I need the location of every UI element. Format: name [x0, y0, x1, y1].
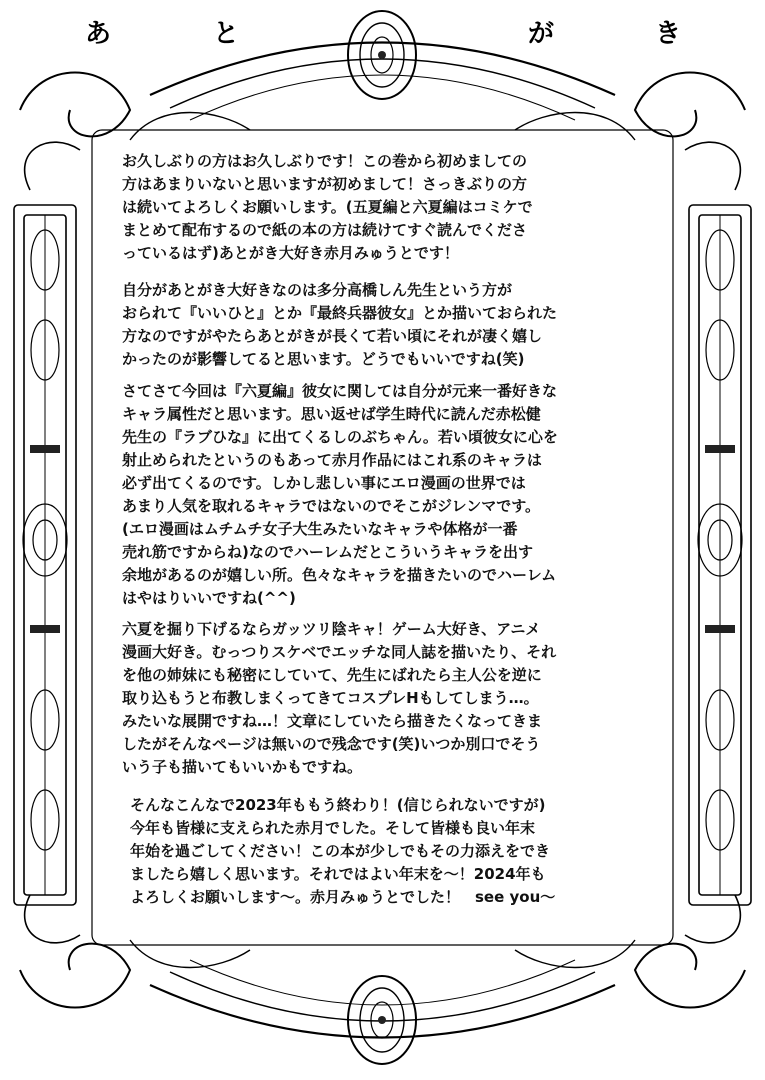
text-line: 年始を過ごしてください！この本が少しでもその力添えをでき: [130, 842, 551, 860]
text-line: っているはず)あとがき大好き赤月みゅうとです！: [122, 244, 459, 262]
text-line: 方なのですがやたらあとがきが長くて若い頃にそれが凄く嬉し: [122, 327, 543, 345]
paragraph-afterword-love: [122, 279, 557, 371]
text-line: 今年も皆様に支えられた赤月でした。そして皆様も良い年末: [130, 819, 536, 837]
text-line: 取り込もうと布教しまくってきてコスプレHもしてしまう…。: [122, 689, 539, 707]
text-line: 余地があるのが嬉しい所。色々なキャラを描きたいのでハーレム: [122, 566, 557, 584]
text-line: 漫画大好き。むっつりスケベでエッチな同人誌を描いたり、それ: [122, 643, 557, 661]
text-line: 方はあまりいないと思いますが初めまして！さっきぶりの方: [122, 175, 528, 193]
text-line: あまり人気を取れるキャラではないのでそこがジレンマです。: [122, 497, 541, 515]
text-line: 必ず出てくるのです。しかし悲しい事にエロ漫画の世界では: [122, 474, 526, 492]
text-line: おられて『いいひと』とか『最終兵器彼女』とか描いておられた: [122, 304, 558, 322]
text-line: は続いてよろしくお願いします。(五夏編と六夏編はコミケで: [122, 198, 533, 216]
text-line: 売れ筋ですからね)なのでハーレムだとこういうキャラを出す: [122, 543, 533, 561]
text-line: したがそんなページは無いので残念です(笑)いつか別口でそう: [122, 735, 541, 753]
paragraph-character: [122, 618, 556, 779]
text-line: キャラ属性だと思います。思い返せば学生時代に読んだ赤松健: [122, 405, 541, 423]
text-line: はやはりいいですね(^^): [122, 589, 296, 607]
text-line: さてさて今回は『六夏編』彼女に関しては自分が元来一番好きな: [122, 382, 558, 400]
text-line: お久しぶりの方はお久しぶりです！この巻から初めましての: [122, 152, 528, 170]
text-line: みたいな展開ですね…！文章にしていたら描きたくなってきま: [122, 712, 543, 730]
text-line: ましたら嬉しく思います。それではよい年末を〜！2024年も: [130, 865, 546, 883]
text-line: いう子も描いてもいいかもですね。: [122, 758, 363, 776]
paragraph-rokka: [122, 380, 558, 610]
text-line: (エロ漫画はムチムチ女子大生みたいなキャラや体格が一番: [122, 520, 518, 538]
paragraph-greeting: [122, 150, 533, 265]
text-line: 射止められたというのもあって赤月作品にはこれ系のキャラは: [122, 451, 542, 469]
text-line: 自分があとがき大好きなのは多分高橋しん先生という方が: [122, 281, 513, 299]
text-line: 六夏を掘り下げるならガッツリ陰キャ！ゲーム大好き、アニメ: [122, 620, 541, 638]
title-char-a: あ: [85, 19, 112, 49]
text-line: かったのが影響してると思います。どうでもいいですね(笑): [122, 350, 525, 368]
title-char-ki: き: [655, 19, 682, 49]
paragraph-closing: [130, 794, 555, 909]
title-char-to: と: [213, 19, 240, 49]
text-line: を他の姉妹にも秘密にしていて、先生にばれたら主人公を逆に: [122, 666, 542, 684]
text-line: まとめて配布するので紙の本の方は続けてすぐ読んでくださ: [122, 221, 528, 239]
text-line: よろしくお願いします〜。赤月みゅうとでした！ see you〜: [130, 888, 556, 906]
text-line: そんなこんなで2023年ももう終わり！(信じられないですが): [130, 796, 546, 814]
title-char-ga: が: [528, 19, 555, 49]
text-line: 先生の『ラブひな』に出てくるしのぶちゃん。若い頃彼女に心を: [122, 428, 558, 446]
